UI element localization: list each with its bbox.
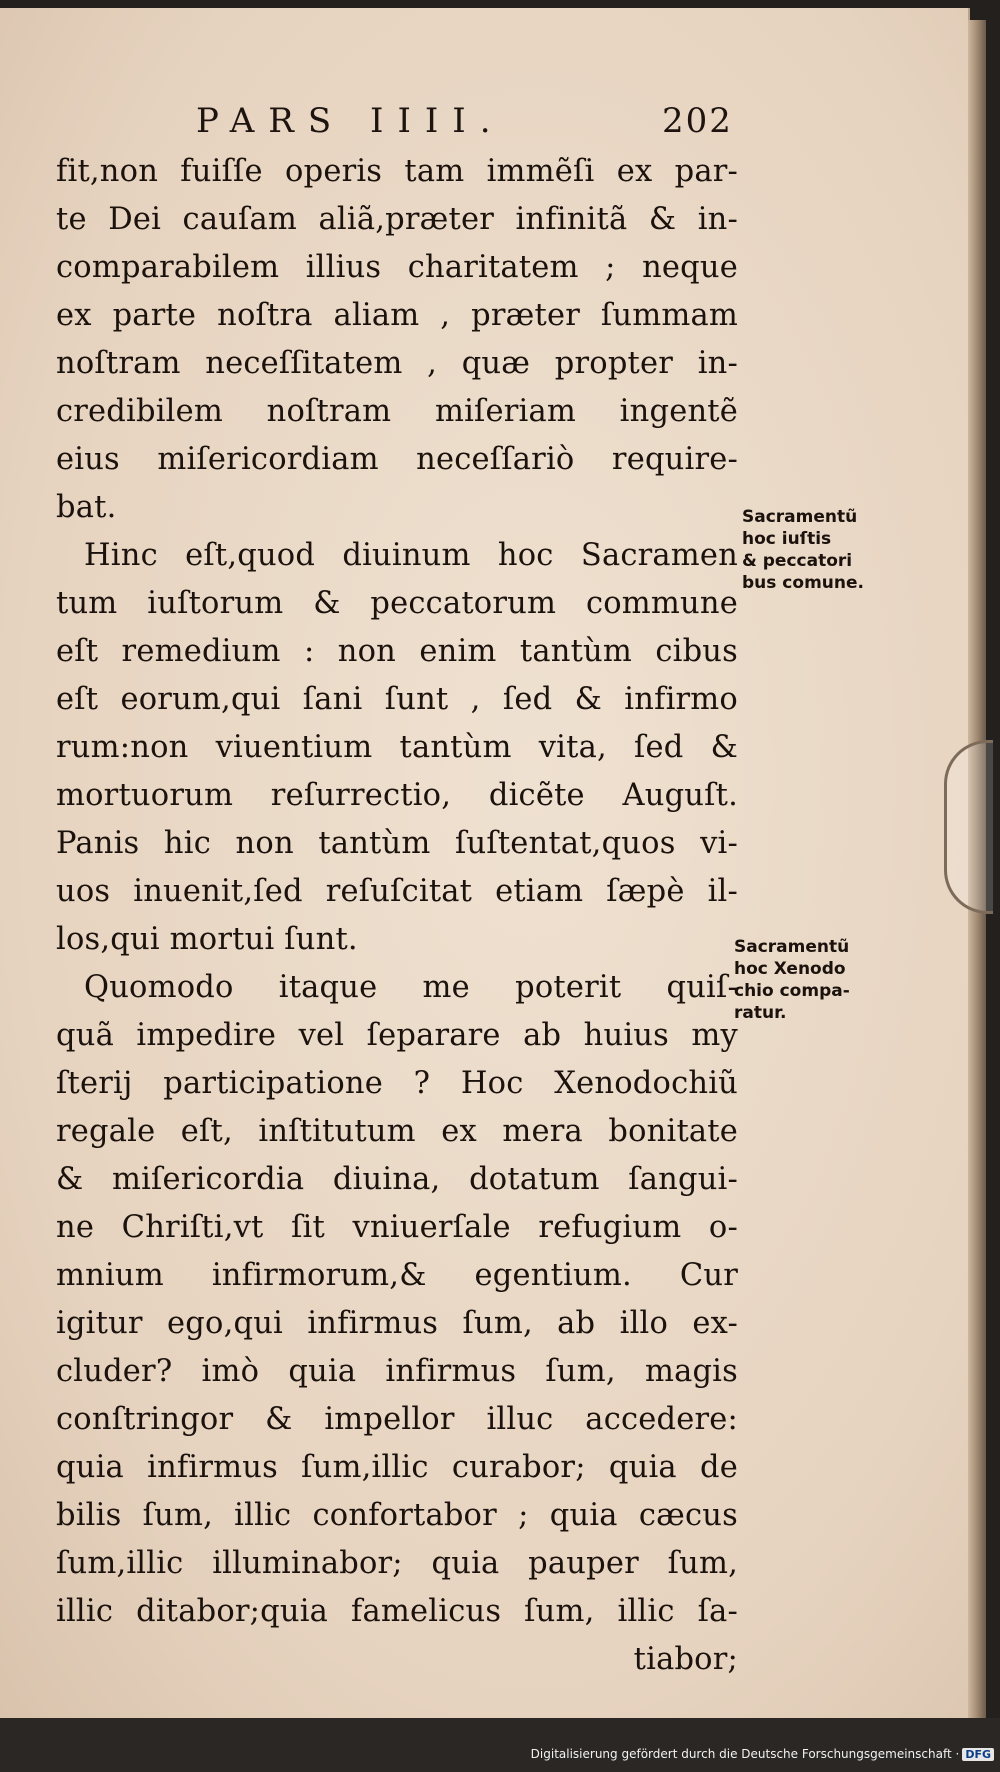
text-line: los,qui mortui ſunt. xyxy=(56,922,358,957)
main-text-block xyxy=(56,148,738,1684)
margin-note-sacramentum-commune xyxy=(742,506,864,594)
text-line: eſt eorum,qui ſani ſunt , ſed & infirmo xyxy=(56,682,738,717)
text-line: mnium infirmorum,& egentium. Cur xyxy=(56,1258,738,1293)
credit-text: Digitalisierung gefördert durch die Deutsche Forschungsgemeinschaft · xyxy=(530,1747,960,1761)
text-line: conſtringor & impellor illuc accedere: xyxy=(56,1402,738,1437)
text-line: Quomodo itaque me poterit quiſ- xyxy=(84,970,738,1005)
text-line: regale eſt, inſtitutum ex mera bonitate xyxy=(56,1114,738,1149)
margin-note-line: hoc Xenodo xyxy=(734,959,846,979)
text-line: eſt remedium : non enim tantùm cibus xyxy=(56,634,738,669)
margin-note-line: bus comune. xyxy=(742,573,864,593)
text-line: ex parte noſtra aliam , præter ſummam xyxy=(56,298,738,333)
dfg-logo-icon: DFG xyxy=(962,1748,994,1761)
text-line: bilis ſum, illic confortabor ; quia cæcus xyxy=(56,1498,738,1533)
text-line: tiabor; xyxy=(633,1642,738,1677)
running-title: PARS IIII. xyxy=(196,101,505,141)
margin-note-line: Sacramentũ xyxy=(734,937,850,957)
margin-note-line: & peccatori xyxy=(742,551,853,571)
text-line: Panis hic non tantùm ſuſtentat,quos vi- xyxy=(56,826,738,861)
book-page xyxy=(0,8,970,1718)
margin-note-line: Sacramentũ xyxy=(742,507,858,527)
text-line: mortuorum reſurrectio, dicẽte Auguſt. xyxy=(56,778,738,813)
margin-note-line: hoc iuſtis xyxy=(742,529,832,549)
margin-note-line: ratur. xyxy=(734,1003,787,1023)
text-line: fit,non fuiſſe operis tam immẽſi ex par- xyxy=(56,154,738,189)
text-line: ne Chriſti,vt ſit vniuerſale refugium o- xyxy=(56,1210,738,1245)
text-line: ſum,illic illuminabor; quia pauper ſum, xyxy=(56,1546,738,1581)
text-line: tum iuſtorum & peccatorum commune xyxy=(56,586,738,621)
scan-footer-strip xyxy=(0,1718,1000,1772)
text-line: uos inuenit,ſed reſuſcitat etiam ſæpè il- xyxy=(56,874,738,909)
digitization-credit xyxy=(531,1747,994,1761)
margin-note-sacramentum-xenodochio xyxy=(734,936,850,1024)
page-number: 202 xyxy=(662,101,733,141)
text-line: te Dei cauſam aliã,præter infinitã & in- xyxy=(56,202,738,237)
text-line: comparabilem illius charitatem ; neque xyxy=(56,250,738,285)
text-line: ſterij participatione ? Hoc Xenodochiũ xyxy=(56,1066,738,1101)
text-line: eius miſericordiam neceſſariò require- xyxy=(56,442,738,477)
text-line: cluder? imò quia infirmus ſum, magis xyxy=(56,1354,738,1389)
text-line: noſtram neceſſitatem , quæ propter in- xyxy=(56,346,738,381)
page-clip xyxy=(944,740,993,914)
text-line: quia infirmus ſum,illic curabor; quia de xyxy=(56,1450,738,1485)
margin-note-line: chio compa- xyxy=(734,981,850,1001)
text-line: bat. xyxy=(56,490,117,525)
text-line: quã impedire vel ſeparare ab huius my xyxy=(56,1018,738,1053)
text-line: rum:non viuentium tantùm vita, ſed & xyxy=(56,730,738,765)
text-line: & miſericordia diuina, dotatum ſangui- xyxy=(56,1162,738,1197)
text-line: igitur ego,qui infirmus ſum, ab illo ex- xyxy=(56,1306,738,1341)
text-line: credibilem noſtram miſeriam ingentẽ xyxy=(56,394,738,429)
page-header xyxy=(0,101,968,151)
text-line: Hinc eſt,quod diuinum hoc Sacramen xyxy=(84,538,738,573)
text-line: illic ditabor;quia famelicus ſum, illic ſa- xyxy=(56,1594,738,1629)
